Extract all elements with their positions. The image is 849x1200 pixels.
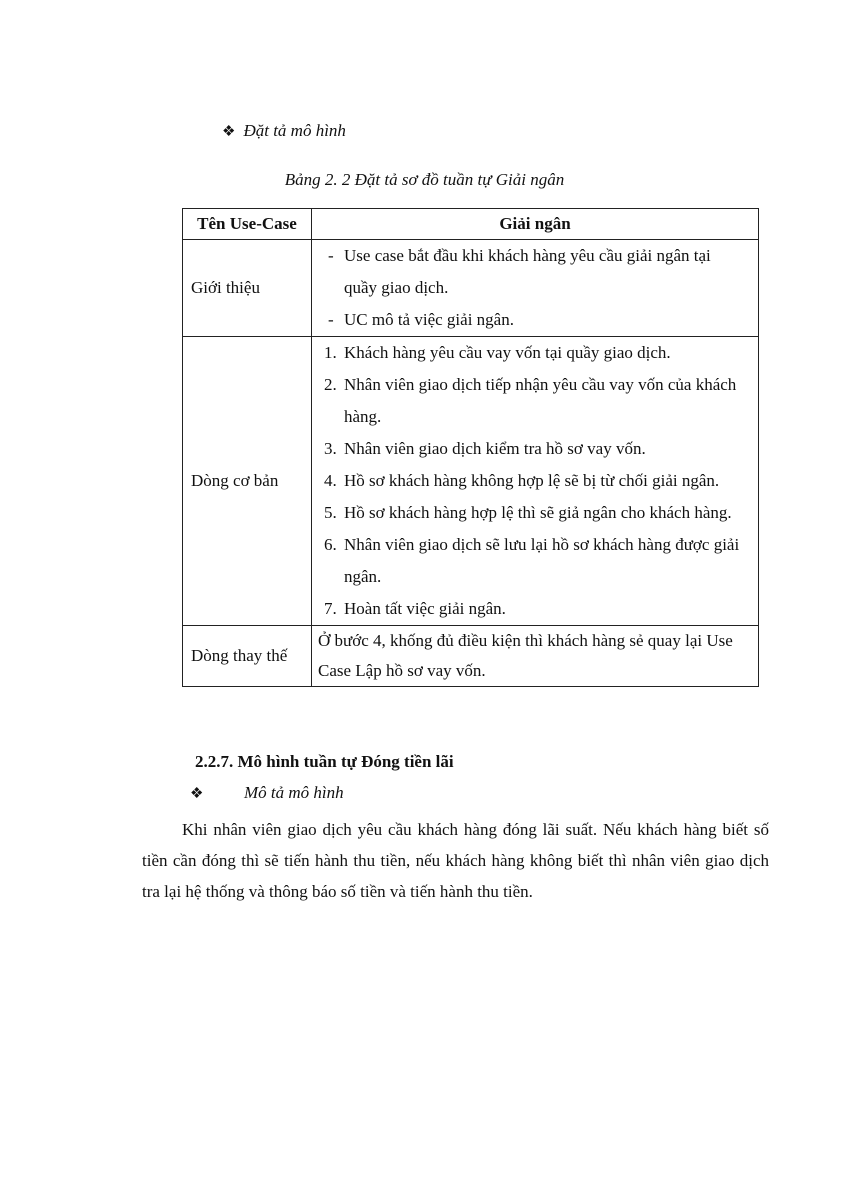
spec-heading: [222, 121, 346, 141]
section-heading: 2.2.7. Mô hình tuần tự Đóng tiền lãi: [195, 752, 454, 771]
basic-flow-content: [312, 337, 759, 626]
intro-label: Giới thiệu: [183, 240, 312, 337]
spec-heading-text: Đặt tả mô hình: [243, 121, 346, 140]
header-usecase-name: Tên Use-Case: [183, 209, 312, 240]
list-item: 1. Khách hàng yêu cầu vay vốn tại quầy giao dịch.: [324, 343, 671, 362]
body-paragraph: Khi nhân viên giao dịch yêu cầu khách hàng đóng lãi suất. Nếu khách hàng biết số tiền cần đóng thì sẽ tiến hành thu tiền, nếu khách hàng không biết thì nhân viên giao dịch tra lại hệ thống và thông báo số tiền và tiến hành thu tiền.: [142, 820, 769, 901]
table-row-intro: [183, 240, 759, 337]
alt-flow-label: Dòng thay thế: [183, 626, 312, 687]
sub-heading: [190, 783, 344, 803]
list-item: - Use case bắt đầu khi khách hàng yêu cầu giải ngân tại quầy giao dịch.: [328, 246, 711, 297]
alt-flow-text: Ở bước 4, khống đủ điều kiện thì khách hàng sẻ quay lại Use Case Lập hồ sơ vay vốn.: [318, 631, 733, 680]
table-row-basic-flow: [183, 337, 759, 626]
list-item: 3. Nhân viên giao dịch kiểm tra hồ sơ vay vốn.: [324, 439, 646, 458]
use-case-table: [182, 208, 759, 687]
list-item: - UC mô tả việc giải ngân.: [328, 310, 514, 329]
list-item: 5. Hồ sơ khách hàng hợp lệ thì sẽ giả ngân cho khách hàng.: [324, 503, 732, 522]
list-item: 7. Hoàn tất việc giải ngân.: [324, 599, 506, 618]
basic-flow-label: Dòng cơ bản: [183, 337, 312, 626]
alt-flow-content: [312, 626, 759, 687]
list-item: 6. Nhân viên giao dịch sẽ lưu lại hồ sơ khách hàng được giải ngân.: [324, 535, 740, 586]
table-header-row: [183, 209, 759, 240]
header-usecase-value: Giải ngân: [312, 209, 759, 240]
list-item: 4. Hồ sơ khách hàng không hợp lệ sẽ bị từ chối giải ngân.: [324, 471, 720, 490]
table-row-alt-flow: [183, 626, 759, 687]
diamond-bullet-icon: ❖: [190, 786, 204, 802]
sub-heading-text: Mô tả mô hình: [244, 783, 344, 802]
list-item: 2. Nhân viên giao dịch tiếp nhận yêu cầu vay vốn của khách hàng.: [324, 375, 737, 426]
intro-content: [312, 240, 759, 337]
diamond-bullet-icon: ❖: [222, 124, 236, 140]
table-caption: Bảng 2. 2 Đặt tả sơ đồ tuần tự Giải ngân: [284, 170, 565, 189]
